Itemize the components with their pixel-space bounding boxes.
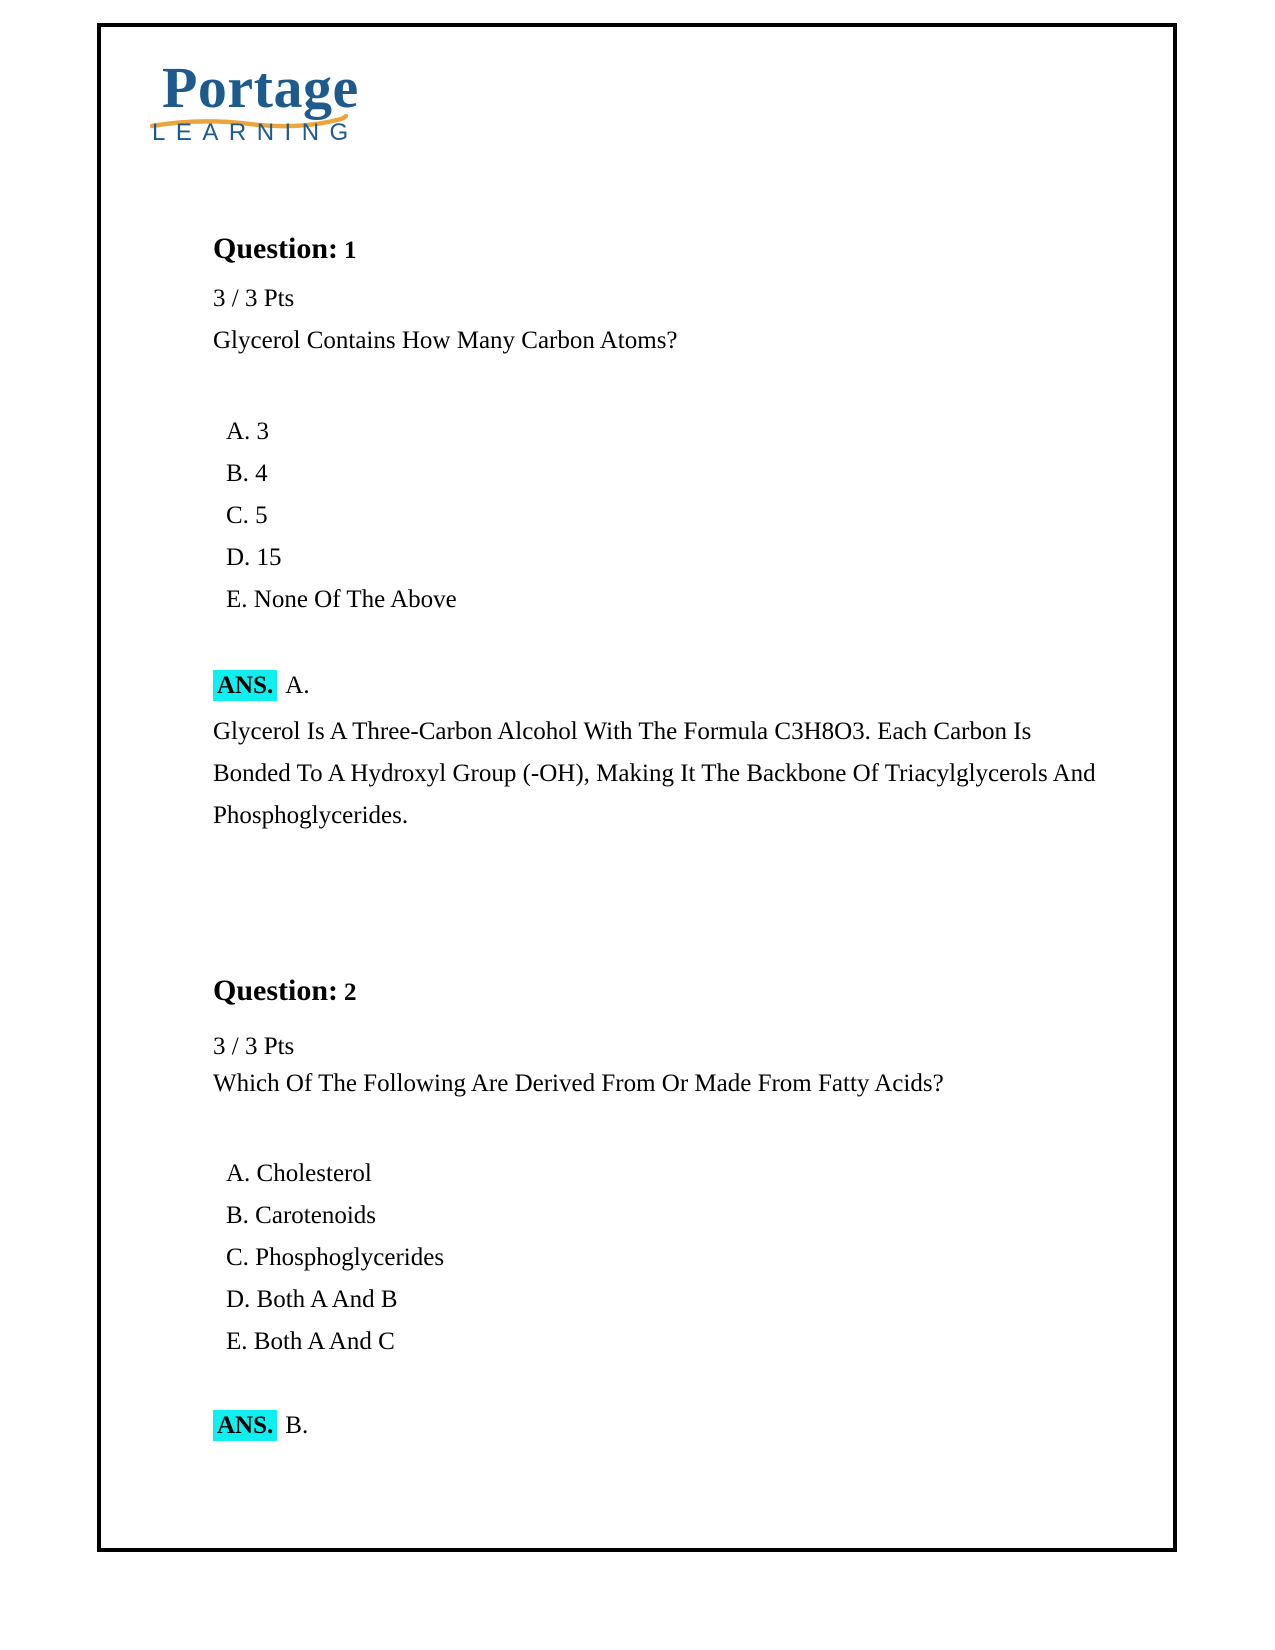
question-1-heading bbox=[213, 231, 357, 269]
question-1-number: 1 bbox=[344, 237, 357, 264]
question-1-option-a: A. 3 bbox=[226, 418, 270, 445]
question-2-answer-line bbox=[213, 1405, 308, 1447]
question-2-heading bbox=[213, 973, 357, 1011]
logo-subbrand-text: LEARNING bbox=[152, 119, 359, 146]
question-1-option-d: D. 15 bbox=[226, 544, 282, 571]
document-page bbox=[97, 23, 1177, 1552]
question-2-answer-letter: B. bbox=[285, 1412, 309, 1439]
question-1-heading-label: Question: bbox=[213, 232, 339, 265]
question-1-option-b: B. 4 bbox=[226, 460, 268, 487]
question-2-option-b: B. Carotenoids bbox=[226, 1202, 376, 1229]
question-2-option-c: C. Phosphoglycerides bbox=[226, 1244, 445, 1271]
question-1-option-e: E. None Of The Above bbox=[226, 586, 457, 613]
question-1-text: Glycerol Contains How Many Carbon Atoms? bbox=[213, 327, 678, 354]
question-2-options bbox=[226, 1153, 444, 1363]
question-1-answer-letter: A. bbox=[285, 672, 310, 699]
question-1-option-c: C. 5 bbox=[226, 502, 268, 529]
question-1-answer-line bbox=[213, 665, 310, 707]
question-1-points: 3 / 3 Pts bbox=[213, 285, 295, 312]
question-2-option-e: E. Both A And C bbox=[226, 1328, 395, 1355]
question-2-points: 3 / 3 Pts bbox=[213, 1033, 295, 1060]
question-2-text: Which Of The Following Are Derived From Or Made From Fatty Acids? bbox=[213, 1070, 944, 1097]
logo-brand-text: Portage bbox=[162, 55, 359, 120]
question-2-option-a: A. Cholesterol bbox=[226, 1160, 372, 1187]
question-2-heading-label: Question: bbox=[213, 974, 339, 1007]
question-1-options bbox=[226, 411, 457, 621]
question-1-explanation: Glycerol Is A Three-Carbon Alcohol With The Formula C3H8O3. Each Carbon Is Bonded To A Hydroxyl Group (-OH), Making It The Backbone Of Triacylglycerols And Phosphoglycerides. bbox=[213, 718, 1096, 829]
question-2-option-d: D. Both A And B bbox=[226, 1286, 398, 1313]
question-2-number: 2 bbox=[344, 979, 357, 1006]
question-2-answer-label: ANS. bbox=[213, 1410, 277, 1441]
question-1-answer-label: ANS. bbox=[213, 670, 277, 701]
